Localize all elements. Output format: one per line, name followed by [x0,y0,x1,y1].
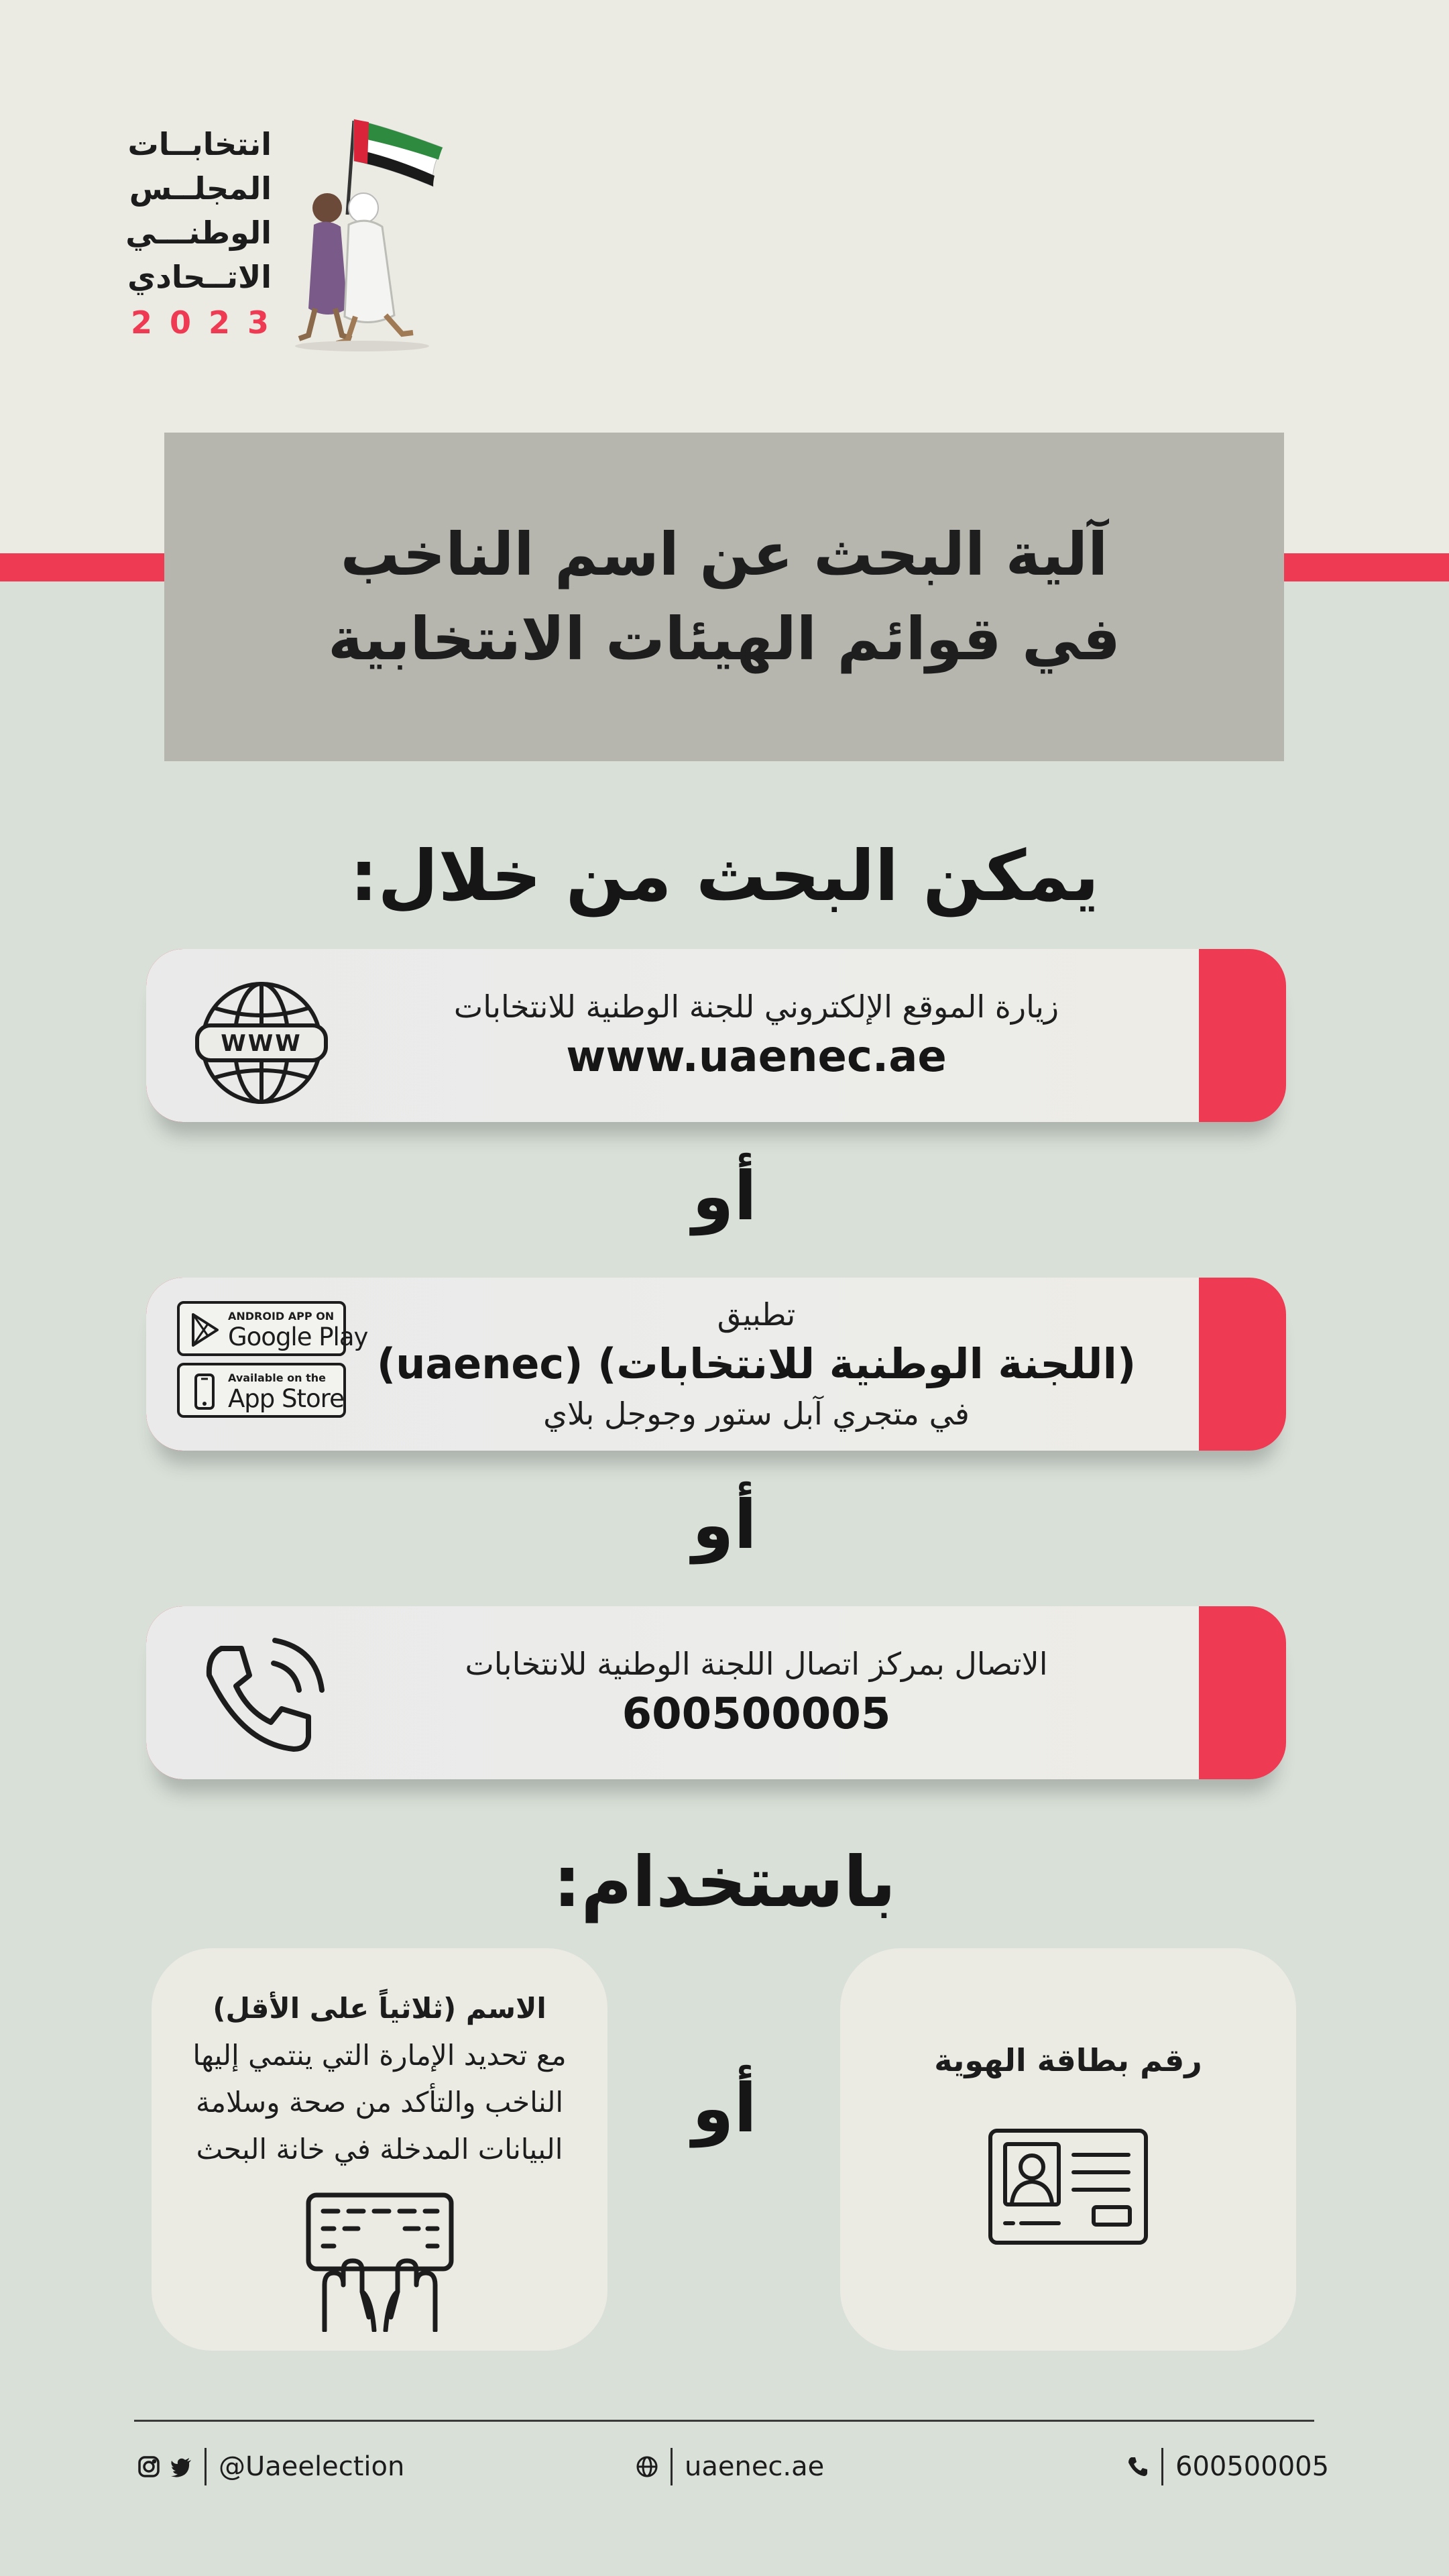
website-url[interactable]: www.uaenec.ae [566,1032,947,1082]
google-badge-big-text: Google Play [228,1323,368,1351]
logo-year: 2023 [131,304,287,341]
footer-phone-number: 600500005 [1175,2451,1330,2482]
name-option-line: البيانات المدخلة في خانة البحث [196,2133,563,2166]
name-option-text [165,1985,594,2173]
apple-badge-small-text: Available on the [228,1371,327,1384]
footer-website-text: uaenec.ae [685,2451,825,2482]
flag-bearers-logo-icon [275,107,463,355]
footer-social-handle: @Uaeelection [219,2451,405,2482]
or-separator: أو [692,1486,757,1564]
or-separator: أو [692,1157,757,1235]
globe-www-icon [194,976,329,1110]
apple-badge-big-text: App Store [228,1384,344,1413]
accent-stripe-right [1281,553,1449,581]
card-text [367,1278,1145,1451]
title-box [164,433,1284,761]
name-option-box [152,1948,607,2351]
play-store-icon [188,1312,221,1348]
google-play-badge[interactable] [177,1301,368,1356]
id-card-option-box [840,1948,1296,2351]
accent-stripe-left [0,553,168,581]
phone-label: الاتصال بمركز اتصال اللجنة الوطنية للانتخابات [465,1646,1048,1682]
instagram-icon [137,2455,160,2478]
app-name: (اللجنة الوطنية للانتخابات) (uaenec) [376,1339,1137,1388]
name-option-line: الناخب والتأكد من صحة وسلامة [195,2086,564,2119]
logo-line: المجلــس [129,170,272,207]
google-badge-small-text: ANDROID APP ON [228,1310,335,1323]
phone-number[interactable]: 600500005 [622,1689,891,1739]
phone-icon [194,1628,329,1762]
logo-line: الوطنـــي [125,215,272,251]
logo-line: الاتــحادي [127,259,272,295]
footer-social[interactable] [137,2447,404,2487]
card-text [367,1606,1145,1779]
app-label: تطبيق [717,1296,796,1333]
footer-divider [134,2420,1314,2422]
logo-line: انتخابــات [127,126,272,162]
app-store-badge[interactable] [177,1363,346,1418]
page-title-line-1: آلية البحث عن اسم الناخب [340,520,1108,589]
or-separator: أو [692,2069,757,2147]
twitter-bird-icon [170,2455,192,2478]
footer-separator [205,2448,207,2485]
name-option-line: مع تحديد الإمارة التي ينتمي إليها [192,2039,567,2072]
app-stores-text: في متجري آبل ستور وجوجل بلاي [543,1396,970,1432]
footer-separator [1161,2448,1163,2485]
website-label: زيارة الموقع الإلكتروني للجنة الوطنية للانتخابات [453,989,1059,1025]
svg-text:WWW: WWW [221,1030,302,1057]
election-logo-text [125,122,287,345]
phone-icon [1126,2455,1149,2478]
id-card-label: رقم بطاقة الهوية [934,2042,1202,2078]
card-text [367,949,1145,1122]
footer-website[interactable] [636,2447,824,2487]
footer-phone[interactable] [1126,2447,1329,2487]
search-methods-heading: يمكن البحث من خلال: [349,835,1100,917]
name-option-title: الاسم (ثلاثياً على الأقل) [213,1992,546,2025]
globe-icon [636,2455,658,2478]
keyboard-typing-icon [304,2191,455,2332]
smartphone-icon [188,1374,221,1410]
using-heading: باستخدام: [553,1841,896,1923]
page-title-line-2: في قوائم الهيئات الانتخابية [328,604,1120,673]
footer-separator [671,2448,673,2485]
